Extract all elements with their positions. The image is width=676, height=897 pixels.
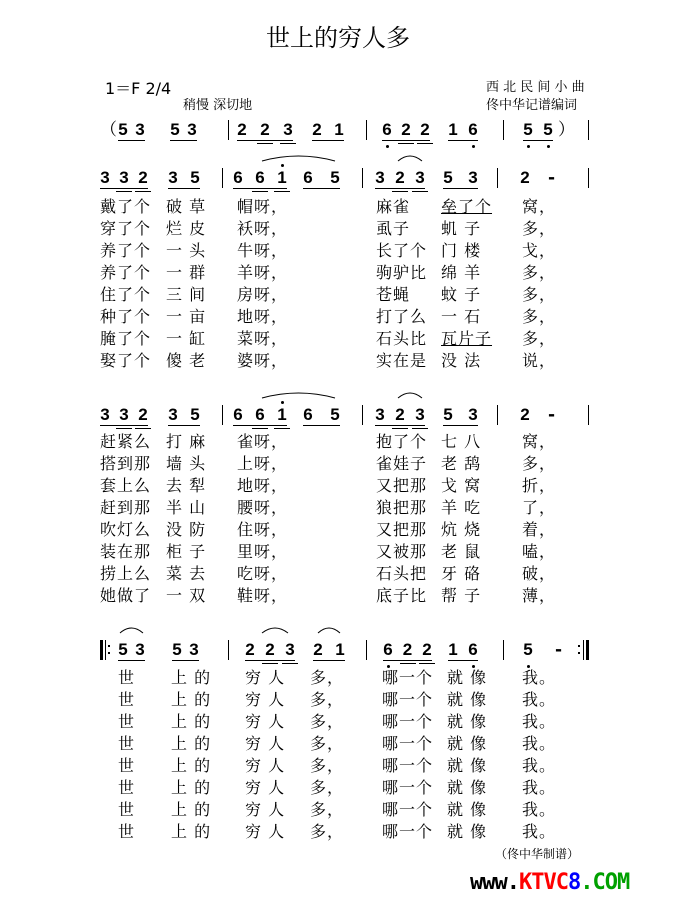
lyric-text: 地呀，: [237, 476, 289, 495]
note: 3: [468, 405, 478, 424]
lyric-text: 瓦片子: [441, 329, 493, 348]
sustain-dash: -: [555, 640, 563, 660]
lyric-text: 狼把那: [376, 498, 428, 517]
lyric-text: 三 间: [166, 285, 207, 304]
beat-group: [375, 168, 425, 189]
lyric-text: 就 像: [447, 734, 488, 753]
bar-line: [362, 405, 363, 425]
note: 6: [233, 405, 243, 424]
lyric-text: 戈，: [522, 241, 557, 260]
lyric-text: 多，: [310, 756, 345, 775]
bar-line: [588, 405, 589, 425]
note: 5: [543, 120, 553, 140]
note: 5: [443, 405, 453, 424]
lyric-text: 娶了个: [100, 351, 152, 370]
lyric-text: 一 头: [166, 241, 207, 260]
lyric-text: 我。: [522, 668, 557, 687]
beat-group: [312, 120, 344, 141]
note: 1: [335, 640, 345, 659]
lyric-text: 多，: [310, 668, 345, 687]
lyric-text: 哪一个: [382, 800, 434, 819]
note: 1: [448, 640, 458, 659]
note: 3: [135, 120, 145, 139]
repeat-dot: [108, 645, 110, 647]
lyric-text: 虮 子: [441, 219, 482, 238]
lyric-text: 门 楼: [441, 241, 482, 260]
lyric-text: 老 鼠: [441, 542, 482, 561]
lyric-text: 雀娃子: [376, 454, 428, 473]
lyric-text: 多，: [310, 822, 345, 841]
lyric-text: 住呀，: [237, 520, 289, 539]
lyric-text: 一 双: [166, 586, 207, 605]
url-part: 8: [567, 870, 581, 895]
note: 5: [170, 120, 180, 139]
lyric-text: 多，: [310, 800, 345, 819]
lyric-text: 套上么: [100, 476, 152, 495]
lyric-text: 一 群: [166, 263, 207, 282]
lyric-text: 我。: [522, 822, 557, 841]
note: 5: [190, 168, 200, 187]
url-part: C: [555, 870, 568, 895]
beat-group: [100, 168, 148, 189]
lyric-text: 石头比: [376, 329, 428, 348]
lyric-text: 多，: [522, 219, 557, 238]
lyric-text: 装在那: [100, 542, 152, 561]
note: 2: [138, 405, 148, 424]
lyric-text: 多，: [310, 712, 345, 731]
slur: [318, 626, 340, 634]
sustain-dash: -: [548, 168, 556, 188]
lyric-text: 一 亩: [166, 307, 207, 326]
lyric-text: 世: [118, 712, 136, 731]
lyric-text: 哪一个: [382, 822, 434, 841]
lyric-text: 房呀，: [237, 285, 289, 304]
lyric-text: 哪一个: [382, 778, 434, 797]
beat-group: [100, 405, 148, 426]
low-octave-dot: [472, 145, 475, 148]
note: 6: [303, 405, 313, 424]
lyric-text: 虱子: [376, 219, 411, 238]
note: 3: [187, 120, 197, 139]
high-octave-dot: [281, 401, 284, 404]
lyric-text: 赶到那: [100, 498, 152, 517]
lyric-text: 我。: [522, 800, 557, 819]
lyric-text: 上 的: [171, 668, 212, 687]
lyric-text: 多，: [522, 285, 557, 304]
beat-group: [303, 168, 340, 189]
bar-line: [228, 640, 229, 660]
lyric-text: 多，: [522, 454, 557, 473]
repeat-end-bar: [586, 640, 589, 660]
beat-group: [448, 640, 478, 661]
lyric-text: 哪一个: [382, 668, 434, 687]
slur: [262, 154, 335, 162]
note: 6: [255, 405, 265, 424]
note: 3: [168, 405, 178, 424]
bar-line: [497, 405, 498, 425]
lyric-text: 窝，: [522, 432, 557, 451]
lyric-text: 多，: [310, 778, 345, 797]
lyric-text: 穷 人: [245, 800, 286, 819]
beat-group: [382, 120, 430, 141]
lyric-text: 赶紧么: [100, 432, 152, 451]
lyric-text: 没 法: [441, 351, 482, 370]
song-title: 世上的穷人多: [266, 24, 410, 52]
lyric-text: 世: [118, 734, 136, 753]
repeat-dot: [578, 645, 580, 647]
lyric-text: 羊呀，: [237, 263, 289, 282]
bar-line: [588, 168, 589, 188]
lyric-text: 就 像: [447, 712, 488, 731]
beat-group: [168, 168, 200, 189]
bar-line: [366, 640, 367, 660]
repeat-end-thin: [583, 640, 584, 660]
lyric-text: 哪一个: [382, 756, 434, 775]
bar-line: [362, 168, 363, 188]
note: 6: [233, 168, 243, 187]
lyric-text: 就 像: [447, 756, 488, 775]
beat-group: [313, 640, 345, 661]
lyric-text: 世: [118, 756, 136, 775]
lyric-text: 婆呀，: [237, 351, 289, 370]
high-octave-dot: [281, 164, 284, 167]
note: 5: [330, 405, 340, 424]
note: 2: [401, 120, 411, 139]
beat-group: [443, 405, 478, 426]
lyric-text: 穿了个: [100, 219, 152, 238]
lyric-text: 养了个: [100, 263, 152, 282]
note: 2: [245, 640, 255, 659]
bar-line: [497, 168, 498, 188]
lyric-text: 老 鸹: [441, 454, 482, 473]
note: 5: [523, 120, 533, 140]
url-part: www.: [470, 870, 519, 895]
lyric-text: 戈 窝: [441, 476, 482, 495]
url-part: KTV: [518, 870, 556, 895]
lyric-text: 苍蝇: [376, 285, 411, 304]
lyric-text: 抱了个: [376, 432, 428, 451]
lyric-text: 上 的: [171, 756, 212, 775]
lyric-text: 上 的: [171, 778, 212, 797]
low-octave-dot: [547, 145, 550, 148]
note: 3: [100, 168, 110, 187]
lyric-text: 世: [118, 668, 136, 687]
note: 2: [520, 405, 530, 424]
lyric-text: 种了个: [100, 307, 152, 326]
lyric-text: 驹驴比: [376, 263, 428, 282]
lyric-text: 袄呀，: [237, 219, 289, 238]
lyric-text: 帽呀，: [237, 197, 289, 216]
lyric-text: 就 像: [447, 668, 488, 687]
note: 6: [468, 120, 478, 140]
lyric-text: 实在是: [376, 351, 428, 370]
lyric-text: 着，: [522, 520, 557, 539]
beat-group: [523, 120, 553, 141]
lyric-text: 羊 吃: [441, 498, 482, 517]
lyric-text: 了，: [522, 498, 557, 517]
lyric-text: 世: [118, 822, 136, 841]
note: 3: [119, 168, 129, 187]
lyric-text: 搭到那: [100, 454, 152, 473]
note: 2: [138, 168, 148, 187]
lyric-text: 上 的: [171, 712, 212, 731]
lyric-text: 柜 子: [166, 542, 207, 561]
low-octave-dot: [527, 145, 530, 148]
lyric-text: 世: [118, 778, 136, 797]
lyric-text: 我。: [522, 778, 557, 797]
url-part: .COM: [580, 870, 630, 895]
lyric-text: 薄，: [522, 586, 557, 605]
note: 3: [375, 168, 385, 187]
lyric-text: 又把那: [376, 520, 428, 539]
beat-group: [118, 120, 145, 141]
note: 2: [402, 640, 413, 659]
lyric-text: 穷 人: [245, 690, 286, 709]
beat-group: [448, 120, 478, 141]
lyric-text: 穷 人: [245, 734, 286, 753]
lyric-text: 穷 人: [245, 822, 286, 841]
lyric-text: 一 石: [441, 307, 482, 326]
note: 2: [420, 120, 430, 139]
note: 5: [443, 168, 453, 187]
lyric-text: 捞上么: [100, 564, 152, 583]
note: 3: [189, 640, 199, 659]
note: 3: [468, 168, 478, 187]
song-origin: 西 北 民 间 小 曲: [486, 80, 585, 95]
note: 2: [395, 405, 405, 424]
beat-group: [443, 168, 478, 189]
low-octave-dot: [386, 145, 389, 148]
lyric-text: 石头把: [376, 564, 428, 583]
bar-line: [222, 168, 223, 188]
beat-group: [237, 120, 293, 141]
note: 6: [255, 168, 265, 187]
lyric-text: 哪一个: [382, 712, 434, 731]
beat-group: [520, 168, 532, 188]
lyric-text: 地呀，: [237, 307, 289, 326]
note: 3: [168, 168, 178, 187]
repeat-start-bar: [100, 640, 103, 660]
lyric-text: 我。: [522, 712, 557, 731]
beat-group: [375, 405, 425, 426]
note: 5: [172, 640, 182, 659]
bar-line: [228, 120, 229, 140]
lyric-text: 哪一个: [382, 690, 434, 709]
key-signature: 1＝F 2/4: [105, 79, 172, 98]
lyric-text: 哪一个: [382, 734, 434, 753]
repeat-dot: [108, 652, 110, 654]
lyric-text: 底子比: [376, 586, 428, 605]
lyric-text: 炕 烧: [441, 520, 482, 539]
note: 5: [523, 640, 533, 660]
lyric-text: 一 缸: [166, 329, 207, 348]
lyric-text: 打 麻: [166, 432, 207, 451]
note: 2: [237, 120, 247, 139]
beat-group: [168, 405, 200, 426]
lyric-text: 说，: [522, 351, 557, 370]
lyric-text: 多，: [310, 734, 345, 753]
lyric-text: 就 像: [447, 800, 488, 819]
lyric-text: 腰呀，: [237, 498, 289, 517]
note: 6: [303, 168, 313, 187]
beat-group: [170, 120, 197, 141]
lyric-text: 多，: [522, 329, 557, 348]
beat-group: [118, 640, 145, 661]
arranger-credit: 佟中华记谱编词: [486, 98, 578, 113]
lyric-text: 就 像: [447, 690, 488, 709]
sustain-dash: -: [548, 405, 556, 425]
note: 3: [283, 120, 293, 139]
lyric-text: 破 草: [166, 197, 207, 216]
note: 3: [415, 405, 425, 424]
tempo-marking: 稍慢 深切地: [183, 98, 253, 113]
lyric-text: 我。: [522, 734, 557, 753]
lyric-text: 打了么: [376, 307, 428, 326]
bar-line: [503, 640, 504, 660]
lyric-text: 养了个: [100, 241, 152, 260]
lyric-text: 多，: [310, 690, 345, 709]
note: 3: [135, 640, 145, 659]
lyric-text: 麻雀: [376, 197, 411, 216]
lyric-text: 上呀，: [237, 454, 289, 473]
watermark-url: [470, 870, 629, 895]
note: 2: [265, 640, 275, 659]
lyric-text: 世: [118, 800, 136, 819]
slur: [120, 626, 143, 634]
close-paren: ）: [558, 120, 575, 140]
bar-line: [366, 120, 367, 140]
lyric-text: 帮 子: [441, 586, 482, 605]
note: 6: [468, 640, 478, 660]
beat-group: [233, 405, 287, 426]
note: 2: [422, 640, 432, 659]
lyric-text: 鞋呀，: [237, 586, 289, 605]
lyric-text: 上 的: [171, 690, 212, 709]
note: 2: [260, 120, 270, 139]
lyric-text: 绵 羊: [441, 263, 482, 282]
note: 2: [313, 640, 323, 659]
note: 5: [118, 640, 128, 659]
lyric-text: 去 犁: [166, 476, 207, 495]
lyric-text: 破，: [522, 564, 557, 583]
lyric-text: 长了个: [376, 241, 428, 260]
beat-group: [520, 405, 532, 425]
lyric-text: 吃呀，: [237, 564, 289, 583]
bar-line: [503, 120, 504, 140]
slur: [398, 154, 422, 162]
transcriber-note: （佟中华制谱）: [495, 847, 580, 861]
note: 5: [118, 120, 128, 139]
lyric-text: 就 像: [447, 822, 488, 841]
slur: [262, 626, 288, 634]
lyric-text: 菜呀，: [237, 329, 289, 348]
lyric-text: 戴了个: [100, 197, 152, 216]
note: 2: [520, 168, 530, 187]
lyric-text: 菜 去: [166, 564, 207, 583]
lyric-text: 又被那: [376, 542, 428, 561]
note: 6: [383, 640, 393, 660]
lyric-text: 没 防: [166, 520, 207, 539]
beat-group: [383, 640, 432, 661]
lyric-text: 上 的: [171, 800, 212, 819]
lyric-text: 七 八: [441, 432, 482, 451]
beat-group: [233, 168, 287, 189]
lyric-text: 牙 硌: [441, 564, 482, 583]
lyric-text: 我。: [522, 690, 557, 709]
lyric-text: 腌了个: [100, 329, 152, 348]
note: 6: [382, 120, 392, 140]
lyric-text: 牛呀，: [237, 241, 289, 260]
lyric-text: 穷 人: [245, 712, 286, 731]
note: 1: [277, 405, 287, 425]
bar-line: [588, 120, 589, 140]
lyric-text: 雀呀，: [237, 432, 289, 451]
lyric-text: 半 山: [166, 498, 207, 517]
lyric-text: 穷 人: [245, 756, 286, 775]
slur: [398, 391, 422, 399]
lyric-text: 穷 人: [245, 778, 286, 797]
note: 5: [330, 168, 340, 187]
lyric-text: 烂 皮: [166, 219, 207, 238]
note: 2: [395, 168, 405, 187]
note: 3: [100, 405, 110, 424]
lyric-text: 我。: [522, 756, 557, 775]
beat-group: [245, 640, 295, 661]
lyric-text: 穷 人: [245, 668, 286, 687]
open-paren: （: [100, 120, 117, 140]
lyric-text: 就 像: [447, 778, 488, 797]
note: 3: [375, 405, 385, 424]
lyric-text: 里呀，: [237, 542, 289, 561]
repeat-dot: [578, 652, 580, 654]
lyric-text: 上 的: [171, 734, 212, 753]
bar-line: [222, 405, 223, 425]
beat-group: [303, 405, 340, 426]
lyric-text: 世: [118, 690, 136, 709]
note: 2: [312, 120, 322, 139]
lyric-text: 折，: [522, 476, 557, 495]
lyric-text: 垒了个: [441, 197, 493, 216]
lyric-text: 墙 头: [166, 454, 207, 473]
beat-group: [523, 640, 535, 660]
lyric-text: 又把那: [376, 476, 428, 495]
lyric-text: 吹灯么: [100, 520, 152, 539]
lyric-text: 多，: [522, 263, 557, 282]
beat-group: [172, 640, 199, 661]
lyric-text: 傻 老: [166, 351, 207, 370]
note: 5: [190, 405, 200, 424]
note: 3: [285, 640, 295, 659]
lyric-text: 嗑，: [522, 542, 557, 561]
lyric-text: 多，: [522, 307, 557, 326]
lyric-text: 她做了: [100, 586, 152, 605]
lyric-text: 蚊 子: [441, 285, 482, 304]
lyric-text: 上 的: [171, 822, 212, 841]
note: 1: [448, 120, 458, 139]
note: 1: [277, 168, 287, 188]
lyric-text: 住了个: [100, 285, 152, 304]
lyric-text: 窝，: [522, 197, 557, 216]
slur: [262, 391, 335, 399]
note: 3: [415, 168, 425, 187]
note: 3: [119, 405, 129, 424]
note: 1: [334, 120, 344, 139]
repeat-start-thin: [105, 640, 106, 660]
